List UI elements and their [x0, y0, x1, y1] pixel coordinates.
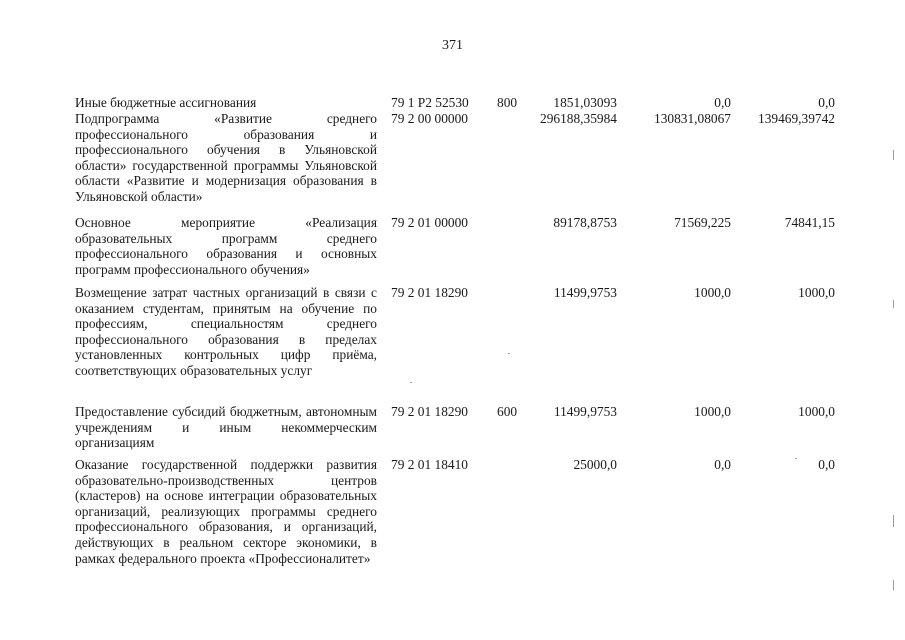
row-code: 79 2 01 18410: [391, 457, 468, 472]
row-value-2: 1000,0: [694, 285, 731, 300]
row-description: Предоставление субсидий бюджетным, автономным учреждениям и иным некоммерческим организациям: [75, 404, 377, 451]
row-value-1: 11499,9753: [553, 404, 617, 419]
scan-speck: [893, 150, 894, 160]
row-description: Возмещение затрат частных организаций в связи с оказанием студентам, принятым на обучение по профессиям, специальностям среднего профессионального образования в пределах установленных контрольных цифр приёма, соответствующих образовательных услуг: [75, 285, 377, 378]
row-value-3: 139469,39742: [758, 111, 835, 126]
scan-speck: [893, 580, 894, 590]
row-value-1: 296188,35984: [540, 111, 617, 126]
row-value-3: 74841,15: [784, 215, 835, 230]
row-value-1: 11499,9753: [553, 285, 617, 300]
scan-speck: [893, 515, 894, 527]
scan-speck: [893, 300, 894, 308]
row-value-3: 0,0: [818, 457, 835, 472]
row-expense-type: 600: [497, 404, 518, 419]
row-expense-type: 800: [497, 95, 518, 110]
row-value-1: 89178,8753: [553, 215, 617, 230]
page-number: 371: [442, 38, 463, 53]
row-value-2: 1000,0: [694, 404, 731, 419]
row-value-3: 1000,0: [798, 285, 835, 300]
row-value-3: 0,0: [818, 95, 835, 110]
scan-speck: [410, 382, 412, 383]
row-value-2: 130831,08067: [654, 111, 731, 126]
row-description: Оказание государственной поддержки развития образовательно-производственных центров (кластеров) на основе интеграции образовательных организаций, реализующих программы среднего профессионального образования, и организаций, действующих в реальном секторе экономики, в рамках федерального проекта «Профессионалитет»: [75, 457, 377, 566]
scan-speck: [795, 458, 797, 459]
row-code: 79 1 Р2 52530: [391, 95, 469, 110]
row-code: 79 2 01 18290: [391, 285, 468, 300]
scan-speck: [508, 353, 510, 354]
row-code: 79 2 00 00000: [391, 111, 468, 126]
row-description: Иные бюджетные ассигнования: [75, 95, 257, 110]
row-code: 79 2 01 18290: [391, 404, 468, 419]
row-value-1: 25000,0: [573, 457, 617, 472]
row-value-3: 1000,0: [798, 404, 835, 419]
row-description: Подпрограмма «Развитие среднего профессионального образования и профессионального обучения в Ульяновской области» государственной программы Ульяновской области «Развитие и модернизация образования в Ульяновской области»: [75, 111, 377, 204]
row-value-1: 1851,03093: [553, 95, 617, 110]
row-description: Основное мероприятие «Реализация образовательных программ среднего профессионального образования и основных программ профессионального обучения»: [75, 215, 377, 277]
row-value-2: 0,0: [714, 95, 731, 110]
row-value-2: 71569,225: [674, 215, 731, 230]
row-code: 79 2 01 00000: [391, 215, 468, 230]
row-value-2: 0,0: [714, 457, 731, 472]
